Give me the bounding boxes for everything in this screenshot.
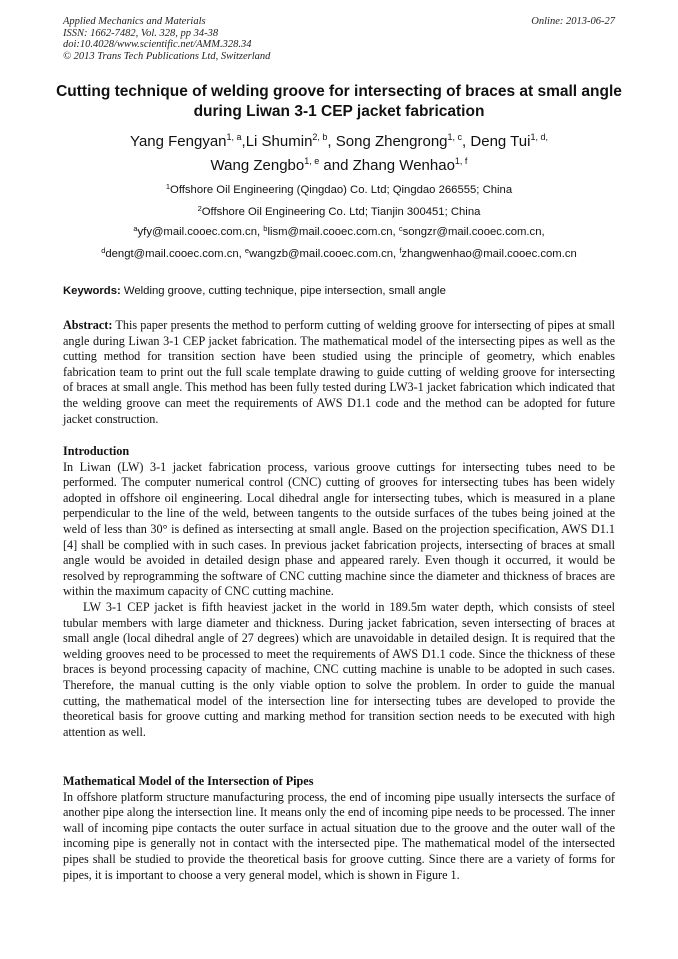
author-line-1: Yang Fengyan$^{1, a}$,Li Shumin$^{2, b}$, Song Zhengrong$^{1, c}$, Deng Tui$^{1, d,}$: [130, 132, 548, 150]
email-link[interactable]: lism@mail.cooec.com.cn,: [267, 226, 399, 238]
paper-title: Cutting technique of welding groove for intersecting of braces at small angle during Liwan 3-1 CEP jacket fabrication: [56, 83, 622, 120]
author-name: Wang Zengbo: [210, 157, 305, 174]
model-section: [63, 774, 615, 883]
author-name: Li Shumin: [245, 133, 313, 150]
author-sup: 2, b: [312, 132, 328, 142]
affiliation-1: $^1$Offshore Oil Engineering (Qingdao) Co. Ltd; Qingdao 266555; China: [165, 182, 513, 196]
introduction-section: [63, 444, 615, 740]
email-link[interactable]: dengt@mail.cooec.com.cn,: [105, 248, 245, 260]
email-line-1: $^a$yfy@mail.cooec.com.cn, $^b$lism@mail.cooec.com.cn, $^c$songzr@mail.cooec.com.cn,: [133, 224, 545, 238]
introduction-heading: Introduction: [63, 444, 130, 458]
author-name: Yang Fengyan: [130, 133, 227, 150]
model-heading: Mathematical Model of the Intersection of Pipes: [63, 774, 314, 788]
doi-line: doi:10.4028/www.scientific.net/AMM.328.34: [63, 39, 252, 50]
online-date: Online: 2013-06-27: [531, 16, 615, 27]
keywords: [63, 284, 615, 298]
email-link[interactable]: zhangwenhao@mail.cooec.com.cn: [401, 248, 577, 260]
affiliation-2: $^2$Offshore Oil Engineering Co. Ltd; Tianjin 300451; China: [197, 204, 481, 218]
model-paragraph-1: In offshore platform structure manufacturing process, the end of incoming pipe usually intersects the surface of another pipe along the intersection line. It means only the end of incoming pipe needs to be processed. The inner wall of incoming pipe contacts the outer surface in actual situation due to the groove and the outer wall of the incoming pipe is generally not in contact with the intersected pipe. The mathematical model of the intersected pipes shall be studied to provide the theoretical basis for groove cutting. Since there are a variety of forms for pipes, it is important to choose a very general model, which is shown in Figure 1.: [63, 789, 615, 882]
author-name: Deng Tui: [470, 133, 531, 150]
author-name: Zhang Wenhao: [352, 157, 455, 174]
introduction-paragraph-2: LW 3-1 CEP jacket is fifth heaviest jacket in the world in 189.5m water depth, which consists of steel tubular members with large diameter and thickness. During jacket fabrication, seven intersecting of braces at small angle (local dihedral angle of 27 degrees) which are unavoidable in detailed design. It is required that the welding grooves need to be processed to meet the requirements of AWS D1.1 code. Since the thickness of these braces is beyond processing capacity of machine, CNC cutting machine is unable to be adopted in such cases. Therefore, the manual cutting is the only viable option to solve the problem. In order to guide the manual cutting, the mathematical model of the intersection line for intersecting tubes are developed to provide the theoretical basis for groove cutting and marking method for transition section needs to be executed with high attention as well.: [63, 599, 615, 739]
email-line-2: $^d$dengt@mail.cooec.com.cn, $^e$wangzb@mail.cooec.com.cn, $^f$zhangwenhao@mail.cooec.com.cn: [101, 246, 577, 260]
author-sup: 1, c: [447, 132, 463, 142]
journal-name: Applied Mechanics and Materials: [63, 16, 206, 27]
abstract: [63, 318, 615, 427]
author-name: Song Zhengrong: [335, 133, 448, 150]
keywords-text: Welding groove, cutting technique, pipe intersection, small angle: [120, 285, 446, 297]
introduction-paragraph-1: In Liwan (LW) 3-1 jacket fabrication process, various groove cuttings for intersecting tubes need to be performed. The computer numerical control (CNC) cutting of grooves for intersecting tubes has been widely adopted in offshore oil engineering. Local dihedral angle for intersecting tubes, which is measured in a plane perpendicular to the line of the weld, between tangents to the outside surfaces of the tubes being joined at the weld of less than 30° is defined as intersecting at small angle. Based on the projection specification, AWS D1.1 [4] shall be complied with in such cases. In previous jacket fabrication projects, intersecting of braces at small angle would be avoided in detailed design phase and appeared rarely. Even though it occurred, it would be resolved by reprogramming the software of CNC cutting machine since the diameter and thickness of braces are within the maximum capacity of CNC cutting machine.: [63, 459, 615, 599]
email-link[interactable]: yfy@mail.cooec.com.cn,: [137, 226, 264, 238]
author-sup: 1, f: [454, 156, 468, 166]
author-list: [40, 130, 638, 178]
issn-line: ISSN: 1662-7482, Vol. 328, pp 34-38: [63, 27, 219, 39]
abstract-text: This paper presents the method to perform cutting of welding groove for intersecting of pipes at small angle during Liwan 3-1 CEP jacket fabrication. The mathematical model of the intersecting pipes as well as the cutting method for transition section have been studied using the principle of geometry, which enables fabrication team to print out the full scale template drawing to guide cutting of welding groove for intersecting of braces at small angle. This method has been fully tested during LW3-1 jacket fabrication which indicated that the welding groove can meet the requirements of AWS D1.1 code and the method can be adopted for future jacket construction.: [63, 318, 615, 426]
author-sup: 1, e: [304, 156, 320, 166]
abstract-label: Abstract:: [63, 318, 113, 332]
author-sup: 1, a: [226, 132, 242, 142]
email-link[interactable]: songzr@mail.cooec.com.cn,: [402, 226, 545, 238]
keywords-label: Keywords:: [63, 285, 121, 297]
author-line-2: Wang Zengbo$^{1, e}$ and Zhang Wenhao$^{1, f}$: [210, 156, 468, 174]
running-header: [63, 16, 615, 62]
copyright-line: © 2013 Trans Tech Publications Ltd, Switzerland: [63, 50, 271, 62]
author-sup: 1, d,: [530, 132, 548, 142]
email-link[interactable]: wangzb@mail.cooec.com.cn,: [249, 248, 400, 260]
